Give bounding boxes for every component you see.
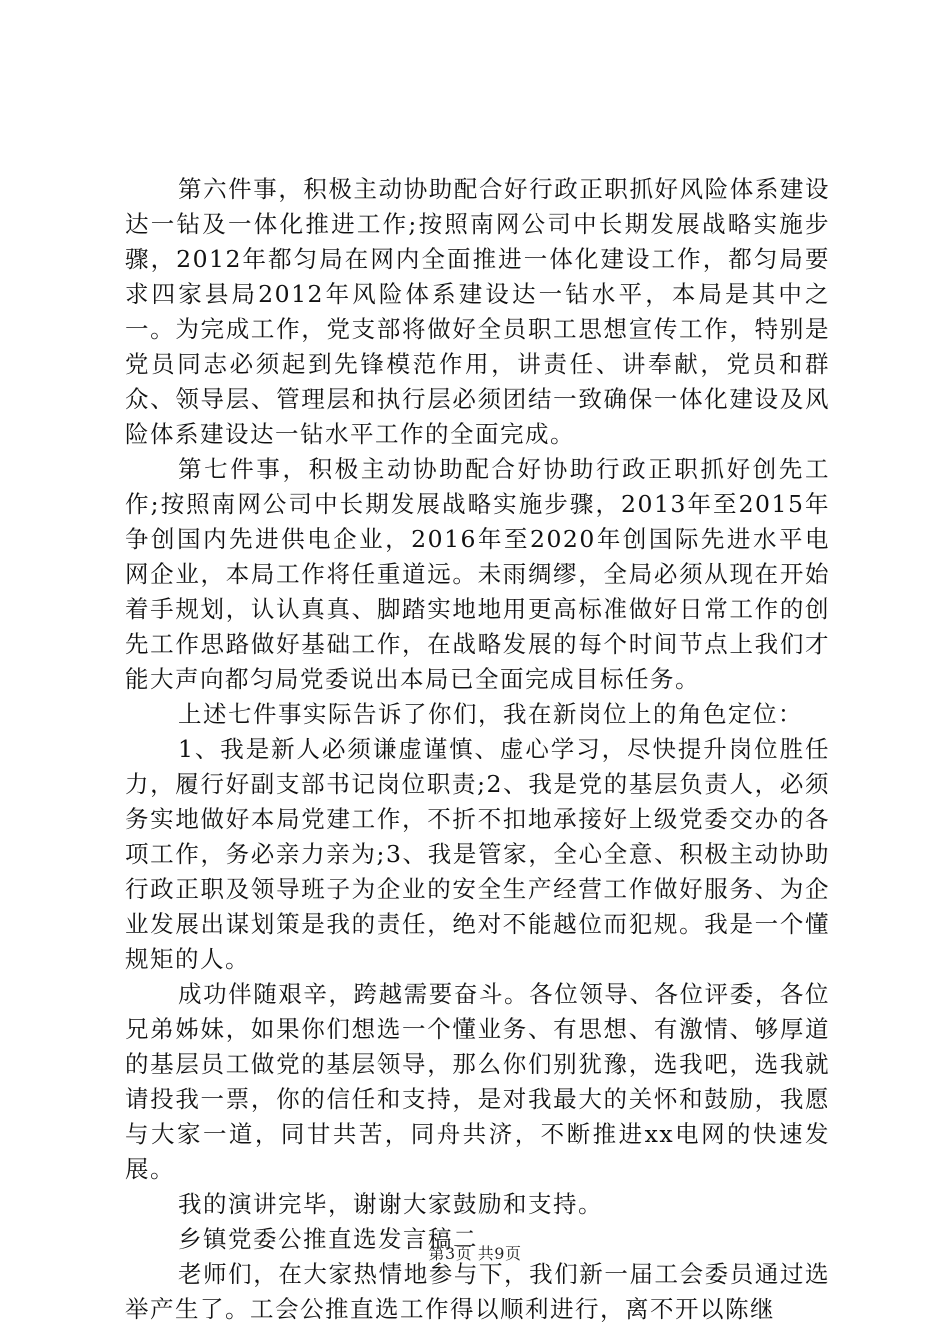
paragraph-sixth-item: 第六件事，积极主动协助配合好行政正职抓好风险体系建设达一钻及一体化推进工作;按照南网公司中长期发展战略实施步骤，2012年都匀局在网内全面推进一体化建设工作，都匀局要求四家县局2012年风险体系建设达一钻水平，本局是其中之一。为完成工作，党支部将做好全员职工思想宣传工作，特别是党员同志必须起到先锋模范作用，讲责任、讲奉献，党员和群众、领导层、管理层和执行层必须团结一致确保一体化建设及风险体系建设达一钻水平工作的全面完成。 [125,175,830,448]
page-footer: 第3页 共9页 [428,1244,522,1263]
paragraph-speech-two: 老师们，在大家热情地参与下，我们新一届工会委员通过选举产生了。工会公推直选工作得以顺利进行，离不开以陈继 [125,1260,830,1323]
paragraph-seventh-item: 第七件事，积极主动协助配合好协助行政正职抓好创先工作;按照南网公司中长期发展战略实施步骤，2013年至2015年争创国内先进供电企业，2016年至2020年创国际先进水平电网企业，本局工作将任重道远。未雨绸缪，全局必须从现在开始着手规划，认认真真、脚踏实地地用更高标准做好日常工作的创先工作思路做好基础工作，在战略发展的每个时间节点上我们才能大声向都匀局党委说出本局已全面完成目标任务。 [125,455,830,693]
paragraph-appeal: 成功伴随艰辛，跨越需要奋斗。各位领导、各位评委，各位兄弟姊妹，如果你们想选一个懂业务、有思想、有激情、够厚道的基层员工做党的基层领导，那么你们别犹豫，选我吧，选我就请投我一票，你的信任和支持，是对我最大的关怀和鼓励，我愿与大家一道，同甘共苦，同舟共济，不断推进xx电网的快速发展。 [125,980,830,1183]
document-body [125,172,830,1327]
paragraph-role-list: 1、我是新人必须谦虚谨慎、虚心学习，尽快提升岗位胜任力，履行好副支部书记岗位职责;2、我是党的基层负责人，必须务实地做好本局党建工作，不折不扣地承接好上级党委交办的各项工作，务必亲力亲为;3、我是管家，全心全意、积极主动协助行政正职及领导班子为企业的安全生产经营工作做好服务、为企业发展出谋划策是我的责任，绝对不能越位而犯规。我是一个懂规矩的人。 [125,735,830,973]
section-heading: 乡镇党委公推直选发言稿二 [178,1225,478,1253]
paragraph-closing: 我的演讲完毕，谢谢大家鼓励和支持。 [178,1190,603,1218]
paragraph-role-summary: 上述七件事实际告诉了你们，我在新岗位上的角色定位： [178,700,803,728]
